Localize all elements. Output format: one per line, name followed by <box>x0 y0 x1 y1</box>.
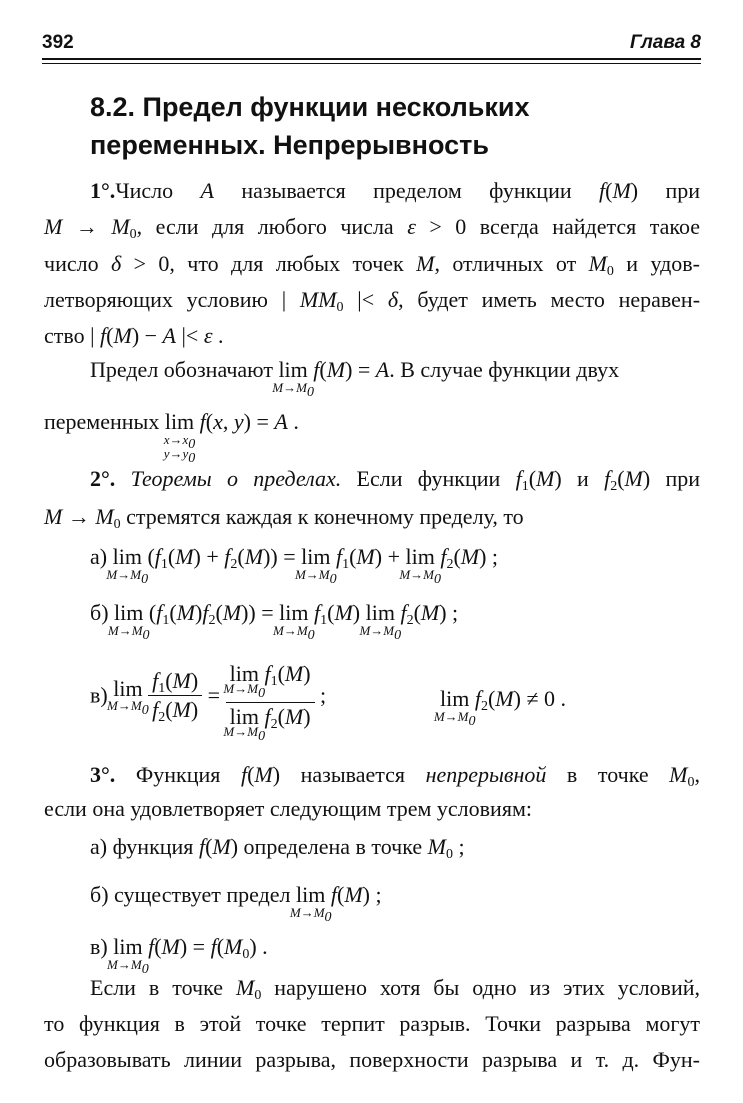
p1-line-1: 1°.Число A называется пределом функции f(M) при <box>90 178 700 203</box>
condition-c: в) lim $M\to M_0$ $f(M) = f(M_0)$ . <box>90 934 268 977</box>
p1-line-5: ство | f(M) − A |< ε . <box>44 323 224 348</box>
theorem-a: а) lim $M\to M_0$ $(f_1(M) + f_2(M)) = \lim$ $M\to M_0$ $f_1(M) + \lim$ $M\to M_0$ $f_2(M)$ ; <box>90 544 499 587</box>
condition-a: а) функция f(M) определена в точке $M_0$ ; <box>90 834 465 862</box>
condition-b: б) существует предел lim $M\to M_0$ f(M) ; <box>90 882 382 925</box>
theorem-c: в) lim $M\to M_0$ $\frac{f_1(M)}{f_2(M)}$ = lim $M\to M_0$ $f_1(M)$ lim $M\to M_0$ $f_2(M)$ ; <box>90 661 327 744</box>
theorem-c-condition: lim $M\to M_0$ $f_2(M) \ne 0$ . <box>433 686 567 729</box>
p5-line-3: образовывать линии разрыва, поверхности разрыва и т. д. Фун- <box>44 1047 700 1072</box>
chapter-label: Глава 8 <box>630 32 701 53</box>
fraction-lim-f1-lim-f2: lim $M\to M_0$ $f_1(M)$ lim $M\to M_0$ $f_2(M)$ <box>226 660 315 731</box>
title-line-1: 8.2. Предел функции нескольких <box>90 92 530 122</box>
p2-line-2: переменных lim $x\to x_0$ $y\to y_0$ f(x, y) = A . <box>44 409 299 466</box>
p4-line-2: если она удовлетворяет следующим трем условиям: <box>44 796 532 821</box>
theorem-b: б) lim $M\to M_0$ $(f_1(M)f_2(M)) = \lim$ $M\to M_0$ $f_1(M)$ lim $M\to M_0$ $f_2(M)$ ; <box>90 600 459 643</box>
p1-line-2: $M \to M_0$, если для любого числа ε > 0 всегда найдется такое <box>44 214 700 242</box>
p1-line-4: летворяющих условию | $MM_0$ |< δ, будет иметь место неравен- <box>44 287 701 315</box>
p5-line-2: то функция в этой точке терпит разрыв. Точки разрыва могут <box>44 1011 700 1036</box>
p3-line-1: 2°. Теоремы о пределах. Если функции $f_1(M)$ и $f_2(M)$ при <box>90 466 701 494</box>
section-title <box>90 88 690 164</box>
page-header <box>42 28 701 58</box>
page-number: 392 <box>42 32 74 53</box>
p4-line-1: 3°. Функция f(M) называется непрерывной в точке $M_0$, <box>90 762 700 790</box>
header-rule-thick <box>42 58 701 60</box>
fraction-f1-f2: $\frac{f_1(M)}{f_2(M)}$ <box>148 667 202 724</box>
title-line-2: переменных. Непрерывность <box>90 130 489 160</box>
p2-line-1: Предел обозначают lim $M\to M_0$ f(M) = A. В случае функции двух <box>90 357 620 400</box>
header-rule-thin <box>42 63 701 64</box>
p3-line-2: $M \to M_0$ стремятся каждая к конечному пределу, то <box>44 504 524 532</box>
p5-line-1: Если в точке $M_0$ нарушено хотя бы одно из этих условий, <box>90 975 700 1003</box>
p1-line-3: число δ > 0, что для любых точек M, отличных от $M_0$ и удов- <box>44 251 700 279</box>
